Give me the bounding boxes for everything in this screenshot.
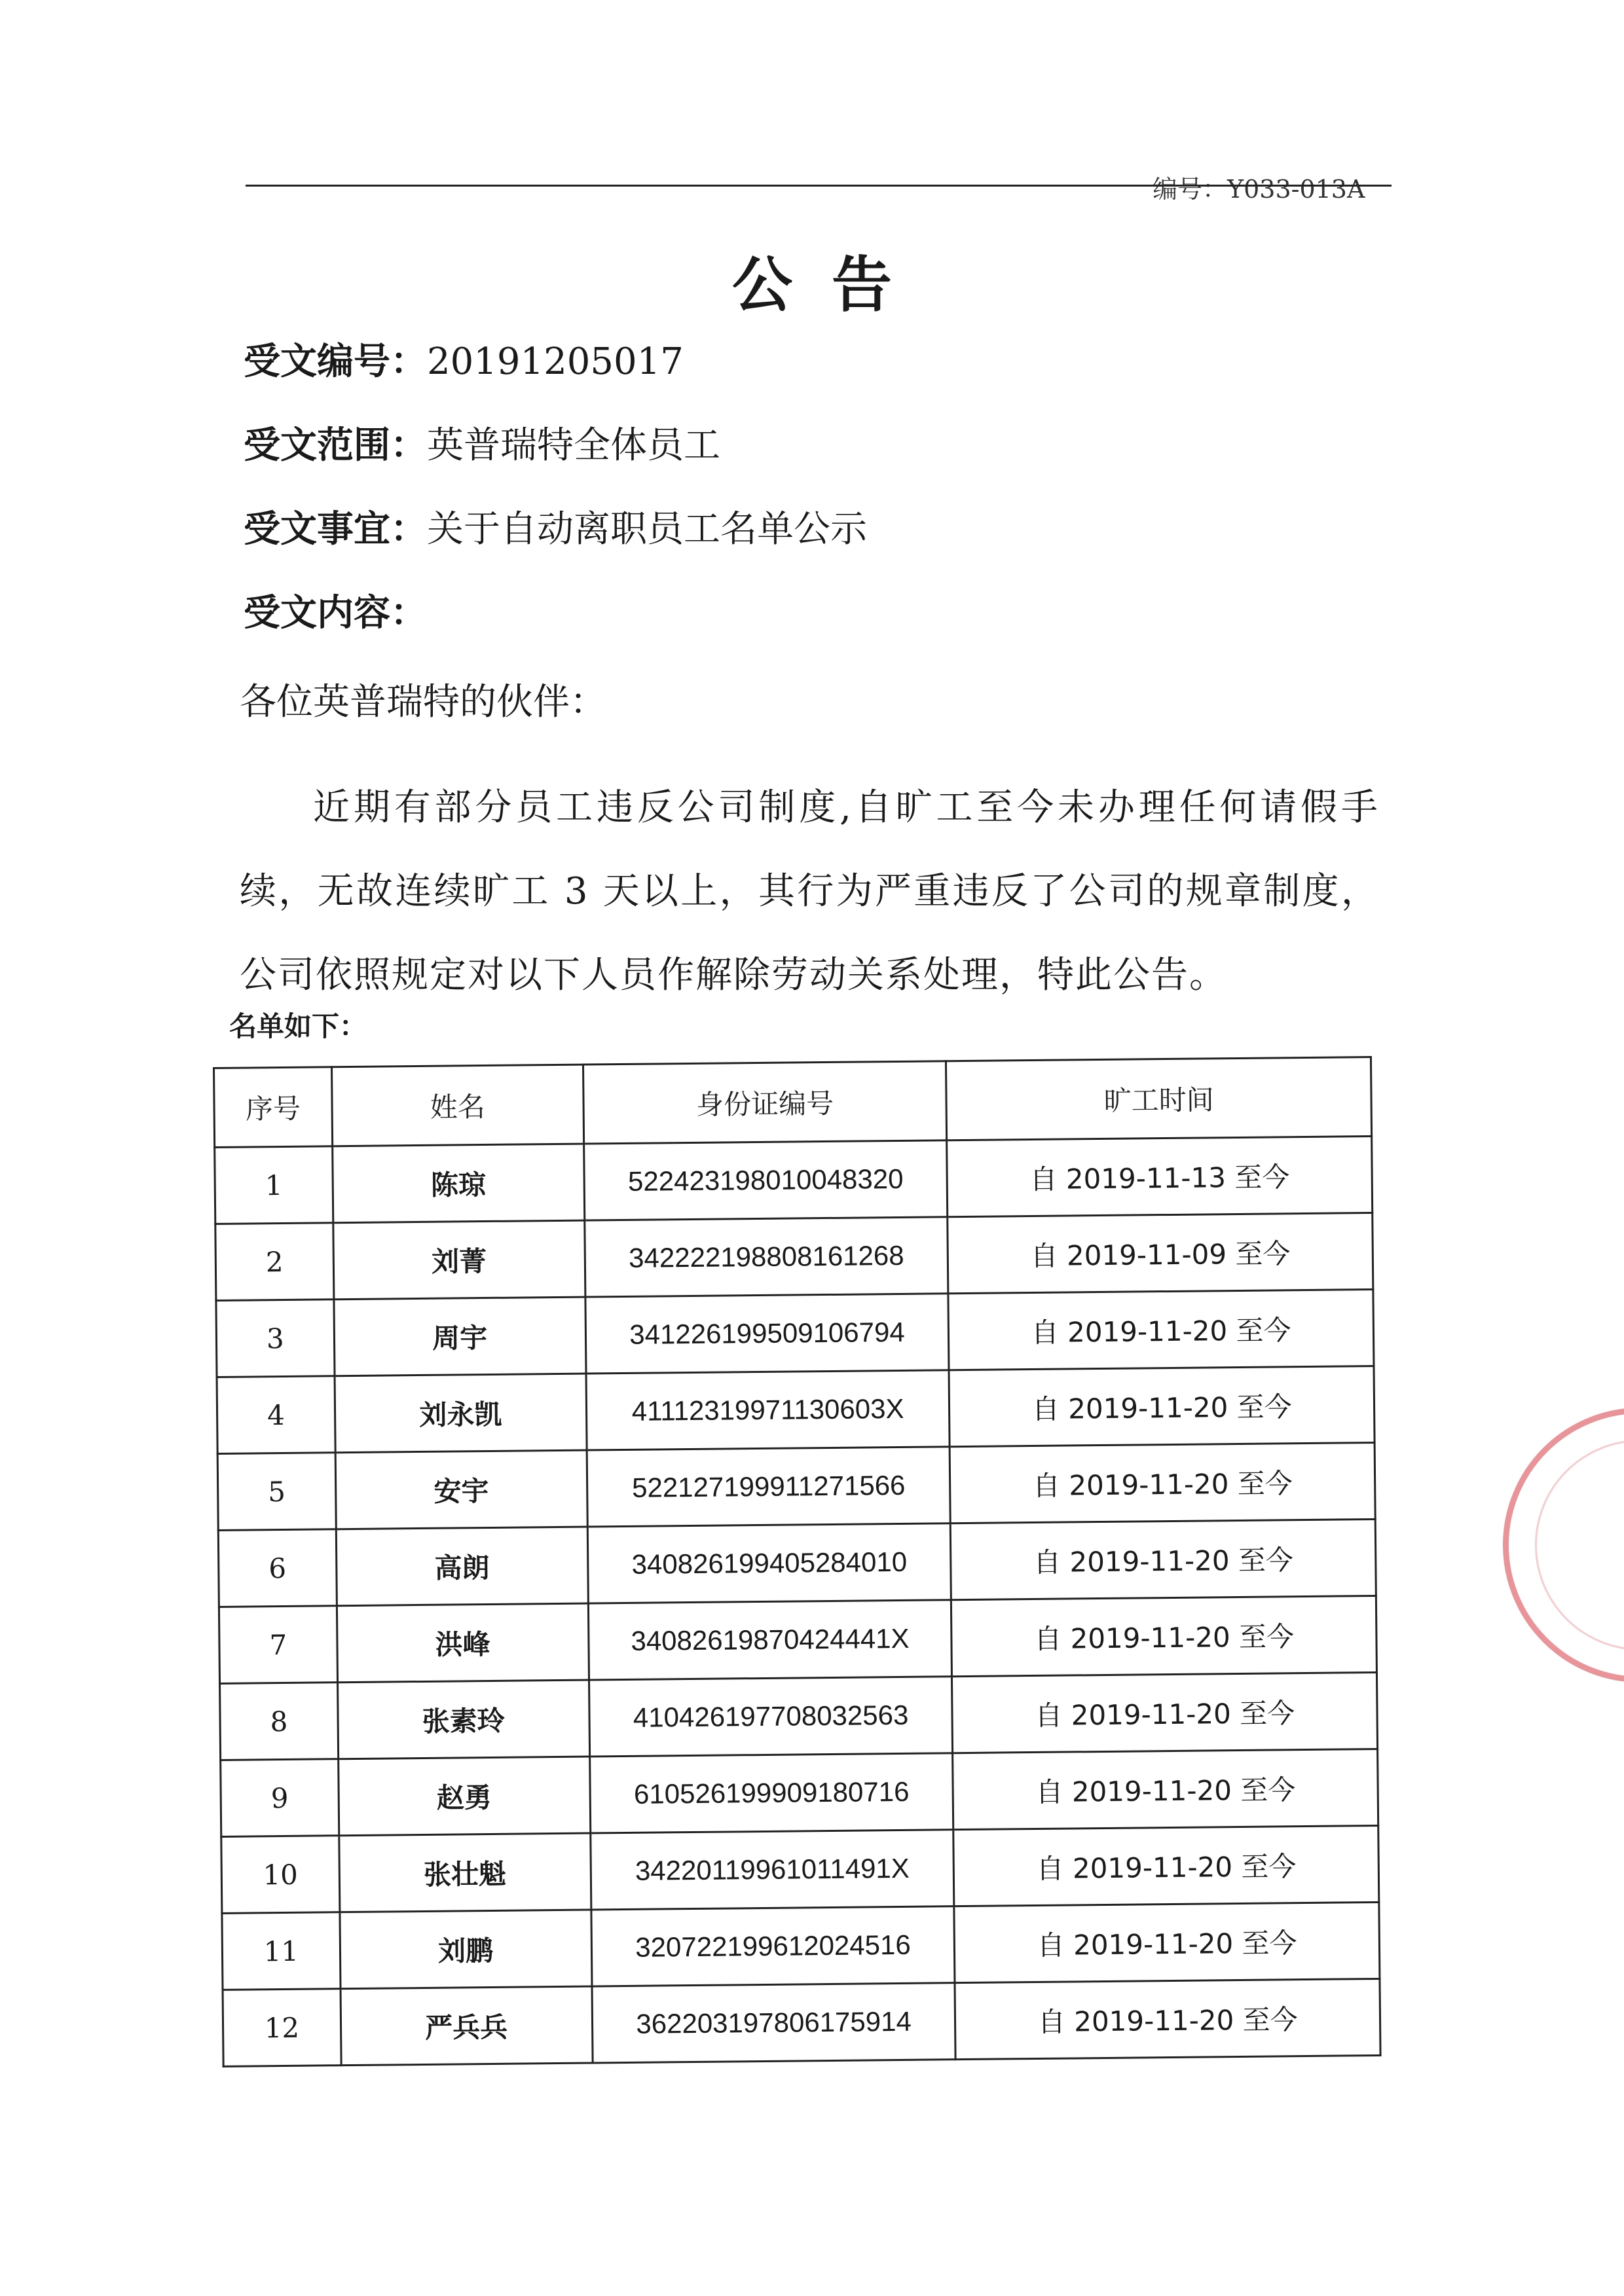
table-row — [221, 1749, 1378, 1836]
row-id-number: 522127199911271566 — [587, 1447, 951, 1527]
row-absence-period: 自 2019-11-20 至今 — [948, 1290, 1374, 1370]
meta-subject-value: 关于自动离职员工名单公示 — [427, 508, 867, 551]
row-id-number: 522423198010048320 — [583, 1140, 948, 1220]
row-name: 张素玲 — [337, 1680, 589, 1759]
table-row — [223, 1978, 1380, 2066]
row-index: 1 — [215, 1146, 333, 1224]
row-name: 张壮魁 — [339, 1833, 591, 1912]
meta-subject-label: 受文事宜： — [244, 508, 427, 551]
table-row — [222, 1902, 1380, 1990]
row-absence-period: 自 2019-11-20 至今 — [951, 1595, 1377, 1676]
row-id-number: 362203197806175914 — [592, 1983, 956, 2063]
row-index: 10 — [221, 1836, 340, 1914]
meta-scope-value: 英普瑞特全体员工 — [427, 424, 720, 467]
row-name: 刘鹏 — [340, 1910, 592, 1989]
row-name: 安宇 — [335, 1450, 587, 1529]
row-index: 11 — [222, 1912, 341, 1990]
row-id-number: 342222198808161268 — [585, 1217, 949, 1297]
company-seal-stamp — [1503, 1408, 1624, 1683]
row-id-number: 341226199509106794 — [585, 1294, 950, 1374]
row-absence-period: 自 2019-11-09 至今 — [948, 1213, 1373, 1294]
row-absence-period: 自 2019-11-13 至今 — [947, 1137, 1373, 1217]
row-id-number: 41112319971130603X — [586, 1370, 950, 1450]
row-index: 8 — [220, 1683, 339, 1760]
table-row — [219, 1595, 1376, 1683]
table-row — [217, 1442, 1375, 1530]
table-row — [216, 1290, 1374, 1377]
header-id-number: 身份证编号 — [583, 1061, 947, 1144]
row-index: 12 — [223, 1989, 341, 2067]
meta-scope — [244, 416, 720, 469]
row-index: 3 — [216, 1300, 335, 1377]
row-absence-period: 自 2019-11-20 至今 — [953, 1749, 1378, 1829]
row-index: 7 — [219, 1606, 337, 1684]
meta-scope-label: 受文范围： — [244, 424, 427, 467]
row-absence-period: 自 2019-11-20 至今 — [954, 1902, 1380, 1982]
roster-table — [213, 1056, 1382, 2068]
row-absence-period: 自 2019-11-20 至今 — [952, 1672, 1378, 1753]
meta-subject — [244, 500, 867, 553]
table-row — [218, 1519, 1376, 1607]
document-number-label: 编号：Y033-013A — [1153, 175, 1365, 204]
row-name: 陈琼 — [332, 1144, 584, 1223]
table-row — [220, 1672, 1378, 1760]
row-name: 刘菁 — [333, 1220, 585, 1300]
row-id-number: 320722199612024516 — [591, 1906, 955, 1986]
table-row — [215, 1213, 1373, 1301]
header-index: 序号 — [214, 1067, 333, 1148]
row-absence-period: 自 2019-11-20 至今 — [951, 1519, 1376, 1599]
row-index: 6 — [218, 1529, 337, 1607]
row-name: 刘永凯 — [335, 1374, 587, 1453]
row-id-number: 340826199405284010 — [587, 1523, 951, 1603]
salutation: 各位英普瑞特的伙伴： — [240, 681, 606, 723]
row-id-number: 610526199909180716 — [589, 1753, 953, 1833]
row-name: 严兵兵 — [341, 1986, 593, 2066]
meta-doc-number — [244, 333, 684, 385]
row-index: 9 — [221, 1759, 339, 1837]
row-absence-period: 自 2019-11-20 至今 — [950, 1442, 1376, 1523]
header-rule — [246, 185, 1392, 187]
header-absence-period: 旷工时间 — [946, 1057, 1372, 1140]
row-name: 周宇 — [334, 1297, 586, 1376]
row-id-number: 34082619870424441X — [588, 1600, 952, 1680]
row-index: 4 — [217, 1376, 335, 1454]
page-title: 公告 — [731, 249, 931, 320]
row-name: 赵勇 — [338, 1757, 590, 1836]
row-name: 高朗 — [336, 1527, 588, 1606]
row-index: 5 — [217, 1453, 336, 1531]
table-row — [221, 1825, 1379, 1913]
row-absence-period: 自 2019-11-20 至今 — [955, 1978, 1380, 2059]
row-name: 洪峰 — [337, 1603, 589, 1683]
meta-content-label: 受文内容： — [244, 592, 427, 634]
table-row — [217, 1366, 1375, 1454]
meta-doc-number-label: 受文编号： — [244, 340, 427, 383]
meta-doc-number-value: 20191205017 — [427, 340, 684, 383]
header-name: 姓名 — [331, 1065, 583, 1146]
list-title: 名单如下： — [229, 1010, 367, 1042]
table-header-row — [214, 1057, 1372, 1148]
row-absence-period: 自 2019-11-20 至今 — [953, 1825, 1379, 1906]
body-paragraph: 近期有部分员工违反公司制度,自旷工至今未办理任何请假手续，无故连续旷工 3 天以上，其行为严重违反了公司的规章制度，公司依照规定对以下人员作解除劳动关系处理，特此公告。 — [240, 786, 1379, 996]
seal-inner-ring — [1535, 1440, 1624, 1650]
table-row — [215, 1137, 1373, 1224]
row-absence-period: 自 2019-11-20 至今 — [949, 1366, 1375, 1447]
row-index: 2 — [215, 1223, 334, 1301]
row-id-number: 34220119961011491X — [590, 1830, 954, 1910]
meta-content — [244, 584, 427, 636]
row-id-number: 410426197708032563 — [589, 1677, 953, 1757]
